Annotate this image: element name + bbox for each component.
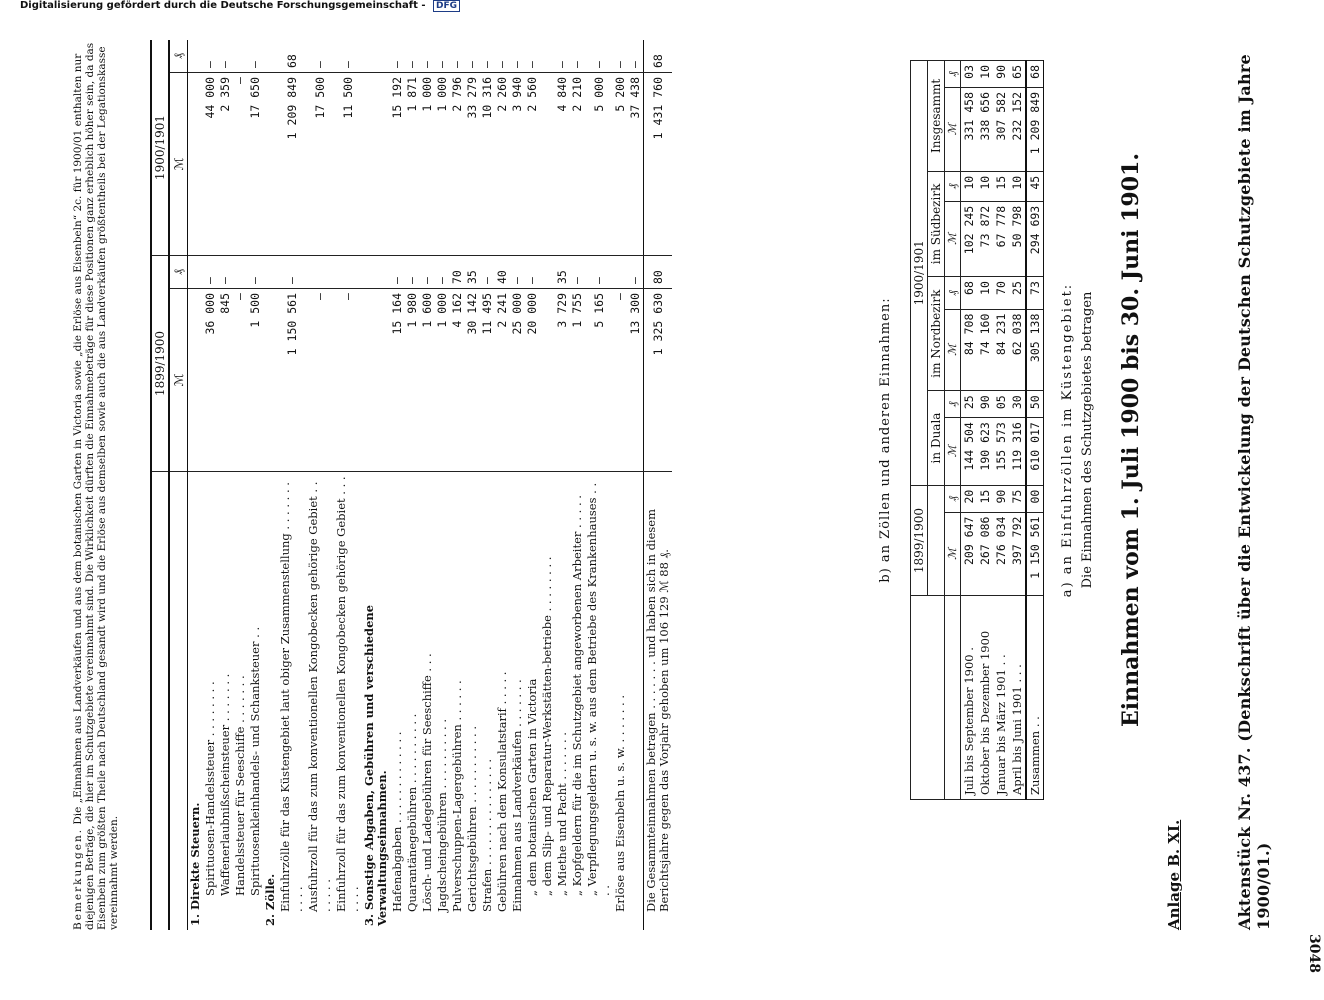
table-cell: 1 209 849 [1026,87,1044,171]
row-label: 1. Direkte Steuern. [188,802,202,926]
table-row [233,40,248,930]
appendix-label: Anlage B. XI. [1165,819,1183,930]
table-cell: 331 458 [961,87,978,171]
table-cell [362,289,390,472]
table-cell: — [480,40,495,73]
table-a-corner [911,596,945,800]
table-cell: 1 600 [420,289,435,472]
table-cell: 20 [961,485,978,512]
table-row [306,40,334,930]
row-label: Spirituosen-Handelssteuer . . . . . . . . [203,681,217,896]
other-revenue-table [150,40,672,930]
unit-mark: ℳ [945,87,961,171]
table-row [450,40,465,930]
row-label: „ Miethe und Pacht . . . . . . . [555,732,569,896]
row-label: April bis Juni 1901 . . . [1009,596,1026,800]
table-cell: 40 [495,256,510,289]
table-cell [306,256,334,289]
table-cell: 1 000 [435,289,450,472]
table-cell: 4 162 [450,289,465,472]
col-sued: im Südbezirk [928,171,945,276]
table-cell: 155 573 [993,418,1009,486]
table-cell: 70 [993,277,1009,309]
table-cell: 73 [1026,277,1044,309]
row-label: „ Kopfgeldern für die im Schutzgebiet angeworbenen Arbeiter . . . . . [570,495,584,896]
row-label: Juli bis September 1900 . [961,596,978,800]
table-cell: 00 [1026,485,1044,512]
unit-pfennig: ₰ [945,171,961,201]
table-cell: — [465,40,480,73]
table-total-row [1026,61,1044,800]
table-cell: — [570,40,585,73]
table-cell [362,40,390,73]
table-cell [263,73,278,256]
table-cell: 119 316 [1009,418,1026,486]
table-cell: — [510,256,525,289]
col-b-1899: 1899/1900 [151,256,169,472]
table-cell: 50 798 [1009,201,1026,276]
table-cell: — [480,256,495,289]
table-cell: 90 [977,391,993,418]
table-cell: 2 241 [495,289,510,472]
table-cell: — [510,40,525,73]
table-cell: — [613,289,628,472]
table-cell: 144 504 [961,418,978,486]
table-cell: 15 164 [390,289,405,472]
table-row [263,40,278,930]
table-row [628,40,644,930]
table-cell [540,289,555,472]
table-row [555,40,570,930]
table-cell: 20 000 [525,289,540,472]
table-cell: — [334,289,362,472]
table-cell: 11 500 [334,73,362,256]
table-cell: 2 560 [525,73,540,256]
table-cell [540,73,555,256]
digitization-note [20,0,1020,12]
table-cell: 68 [1026,61,1044,88]
row-label: Einnahmen aus Landverkäufen . . . . . . . [510,679,524,912]
table-cell [263,289,278,472]
table-cell: 102 245 [961,201,978,276]
table-cell: 209 647 [961,512,978,596]
table-cell: 17 500 [306,73,334,256]
table-cell [334,256,362,289]
row-label: Gerichtsgebühren . . . . . . . . . . . [465,725,479,912]
table-cell: 30 [1009,391,1026,418]
table-b-corner [151,472,169,931]
col-b-1900: 1900/1901 [151,40,169,256]
table-cell: — [334,40,362,73]
table-cell: 44 000 [203,73,218,256]
table-cell: 10 [961,171,978,201]
table-cell: 3 940 [510,73,525,256]
table-cell: 232 152 [1009,87,1026,171]
table-cell: 62 038 [1009,309,1026,391]
table-cell [188,256,204,289]
table-cell: 15 [993,171,1009,201]
table-cell: 33 279 [465,73,480,256]
table-cell: — [203,40,218,73]
table-row [525,40,540,930]
table-cell: — [435,40,450,73]
unit-pfennig: ₰ [169,40,188,73]
table-cell: 35 [555,256,570,289]
total-cell: 1 325 630 [644,289,673,472]
digitization-text: Digitalisierung gefördert durch die Deutsche Forschungsgemeinschaft - [20,0,426,11]
row-label: Januar bis März 1901 . . [993,596,1009,800]
table-row [993,61,1009,800]
table-cell: 1 871 [405,73,420,256]
dfg-logo: DFG [433,0,460,12]
table-cell: — [278,256,306,289]
table-cell: 90 [993,485,1009,512]
table-cell: — [405,256,420,289]
row-label: Zusammen . . [1026,596,1044,800]
table-cell: 30 142 [465,289,480,472]
table-cell: 1 980 [405,289,420,472]
table-cell: — [628,256,644,289]
table-cell: — [585,256,613,289]
table-cell: 75 [1009,485,1026,512]
table-cell: — [420,40,435,73]
page-number: 3048 [1306,934,1322,973]
table-cell: 50 [1026,391,1044,418]
unit-mark: ℳ [945,418,961,486]
table-cell: 610 017 [1026,418,1044,486]
table-cell [540,40,555,73]
unit-mark: ℳ [169,73,188,256]
row-label: Handelssteuer für Seeschiffe . . . . . . . [233,675,247,896]
col-1900: 1900/1901 [911,61,928,486]
table-cell: — [405,40,420,73]
table-cell: 267 086 [977,512,993,596]
table-cell: 37 438 [628,73,644,256]
table-cell: 10 [977,277,993,309]
table-cell: — [435,256,450,289]
table-row [390,40,405,930]
table-row [495,40,510,930]
table-cell: 67 778 [993,201,1009,276]
remarks [72,30,120,930]
table-cell: 11 495 [480,289,495,472]
table-cell: 65 [1009,61,1026,88]
unit-pfennig: ₰ [169,256,188,289]
table-cell: 10 [977,171,993,201]
unit-mark: ℳ [169,289,188,472]
row-label: Jagdscheingebühren . . . . . . . . . . [435,719,449,912]
table-cell: 1 150 561 [1026,512,1044,596]
table-cell: 05 [993,391,1009,418]
table-cell: 25 000 [510,289,525,472]
table-row [613,40,628,930]
table-cell: — [450,40,465,73]
section-a-heading: a) an Einfuhrzöllen im Küstengebiet: [1060,282,1075,598]
row-label: Waffenerlaubnißscheinsteuer . . . . . . . [218,673,232,896]
table-cell [233,40,248,73]
table-cell: 10 [1009,171,1026,201]
table-row [961,61,978,800]
table-cell: 1 209 849 [278,73,306,256]
row-label: Erlöse aus Eisenbeln u. s. w. . . . . . . . [613,694,627,912]
table-row [977,61,993,800]
table-cell: — [218,256,233,289]
document-header: Aktenstück Nr. 437. (Denkschrift über die Entwickelung der Deutschen Schutzgebiete im Jahre 1900/01.) [1235,54,1273,930]
table-cell [263,256,278,289]
row-label: Hafenabgaben . . . . . . . . . . . . . [390,731,404,912]
table-cell [263,40,278,73]
col-duala: in Duala [928,391,945,485]
row-label: Lösch- und Ladegebühren für Seeschiffe . . . [420,653,434,912]
table-cell [613,256,628,289]
row-label: Strafen . . . . . . . . . . . . . . . [480,759,494,912]
table-cell: 68 [278,40,306,73]
table-row [248,40,263,930]
row-label: 3. Sonstige Abgaben, Gebühren und verschiedene Verwaltungseinnahmen. [362,604,389,926]
table-cell: — [613,40,628,73]
unit-pfennig: ₰ [945,277,961,309]
total-cell: 68 [644,40,673,73]
table-row [218,40,233,930]
table-cell: — [233,73,248,256]
total-label: Die Gesammteinnahmen betragen . . . . . . . und haben sich in diesem Berichtsjahre gegen das Vorjahr gehoben um 106 129 ℳ 88 ₰. [644,472,673,931]
table-cell: 10 [977,61,993,88]
table-cell: 03 [961,61,978,88]
table-row [540,40,555,930]
table-row [334,40,362,930]
table-cell: 397 792 [1009,512,1026,596]
remarks-text: Die „Einnahmen aus Landverkäufen und aus dem botanischen Garten in Victoria sowie „die Erlöse aus Eisenbeln“ 2c. für 1900/01 enthalten nur diejenigen Beträge, die hier im Schutzgebiete vereinnahmt sind. Die Wirklichkeit dürften die Einnahmebeträge für diese Positionen ganz erheblich höher sein, da das Eisenbein zum größten Theile nach Deutschland gesandt wird und die Erlöse aus demselben sowie auch die aus Landverkäufen größtentheils bei der Legationskasse vereinnahmt werden. [72,42,120,930]
col-nord: im Nordbezirk [928,277,945,391]
row-label: „ dem Slip- und Reparatur-Werkstätten-betriebe . . . . . . . . [540,556,554,896]
table-cell: — [306,289,334,472]
unit-pfennig: ₰ [945,485,961,512]
table-cell: — [525,40,540,73]
unit-pfennig: ₰ [945,61,961,88]
table-cell: 3 729 [555,289,570,472]
table-cell: 845 [218,289,233,472]
row-label: Einfuhrzölle für das Küstengebiet laut obiger Zusammenstellung . . . . . . . . . . . [278,482,305,912]
table-cell: 90 [993,61,1009,88]
row-label: Ausfuhrzoll für das zum konventionellen Kongobecken gehörige Gebiet . . . . . . . [306,481,333,912]
table-cell: 25 [1009,277,1026,309]
row-label: Pulverschuppen-Lagergebühren . . . . . . [450,680,464,912]
table-row [435,40,450,930]
table-row [362,40,390,930]
table-row [570,40,585,930]
table-row [203,40,218,930]
table-cell: — [420,256,435,289]
table-cell [362,256,390,289]
table-cell: 45 [1026,171,1044,201]
table-cell: 294 693 [1026,201,1044,276]
table-cell: 276 034 [993,512,1009,596]
table-cell: — [306,40,334,73]
row-label: Oktober bis Dezember 1900 [977,596,993,800]
table-cell: — [390,40,405,73]
table-row [480,40,495,930]
table-cell [540,256,555,289]
row-label: Spirituosenkleinhandels- und Schanksteuer . . [248,626,262,896]
unit-mark: ℳ [945,309,961,391]
table-cell: 74 160 [977,309,993,391]
table-cell: — [495,40,510,73]
table-cell [233,256,248,289]
table-row [405,40,420,930]
table-cell: 15 192 [390,73,405,256]
table-cell: 35 [465,256,480,289]
table-cell: 338 656 [977,87,993,171]
table-cell: 190 623 [977,418,993,486]
table-cell: 15 [977,485,993,512]
table-cell: 25 [961,391,978,418]
table-cell: 1 000 [420,73,435,256]
table-cell: 84 231 [993,309,1009,391]
table-cell: — [525,256,540,289]
table-cell: — [203,256,218,289]
table-cell: — [390,256,405,289]
table-cell: 1 000 [435,73,450,256]
table-cell: 36 000 [203,289,218,472]
table-cell: 5 200 [613,73,628,256]
row-label: „ dem botanischen Garten in Victoria [525,678,539,896]
table-cell: 5 165 [585,289,613,472]
table-cell: — [585,40,613,73]
unit-pfennig: ₰ [945,391,961,418]
page-subtitle: Die Einnahmen des Schutzgebietes betragen [1080,291,1095,589]
table-cell: 2 359 [218,73,233,256]
col-1899: 1899/1900 [911,485,928,596]
unit-mark: ℳ [945,512,961,596]
page-title: Einnahmen vom 1. Juli 1900 bis 30. Juni 1901. [1118,153,1144,728]
table-cell: — [628,40,644,73]
row-label: Gebühren nach dem Konsulatstarif . . . . . [495,671,509,912]
table-row [510,40,525,930]
table-cell [188,73,204,256]
table-cell: 13 300 [628,289,644,472]
table-cell: 2 796 [450,73,465,256]
table-cell: — [248,256,263,289]
total-cell: 1 431 760 [644,73,673,256]
table-cell [362,73,390,256]
col-total: Insgesammt [928,61,945,172]
table-cell: 4 840 [555,73,570,256]
table-cell: 2 260 [495,73,510,256]
table-cell: 10 316 [480,73,495,256]
table-cell: 5 000 [585,73,613,256]
table-cell: 1 755 [570,289,585,472]
table-row [1009,61,1026,800]
table-row [188,40,204,930]
table-cell [188,40,204,73]
table-row [420,40,435,930]
table-row [585,40,613,930]
table-cell: 68 [961,277,978,309]
row-label: Einfuhrzoll für das zum konventionellen Kongobecken gehörige Gebiet . . . . . . . [334,476,361,912]
table-cell: — [218,40,233,73]
table-row [278,40,306,930]
import-duties-table [910,60,1044,800]
table-cell [188,289,204,472]
table-cell: — [233,289,248,472]
table-row [465,40,480,930]
table-cell: 307 582 [993,87,1009,171]
table-cell: 305 138 [1026,309,1044,391]
remarks-lead: Bemerkungen. [72,827,84,930]
row-label: 2. Zölle. [263,873,277,926]
section-b-heading: b) an Zöllen und anderen Einnahmen: [878,297,893,583]
table-cell: — [570,256,585,289]
row-label [628,472,644,931]
table-cell: 84 708 [961,309,978,391]
table-cell: 17 650 [248,73,263,256]
table-total-row [644,40,673,930]
row-label: „ Verpflegungsgeldern u. s. w. aus dem Betriebe des Krankenhauses . . . . [585,482,612,896]
row-label: Quarantänegebühren . . . . . . . . . . [405,713,419,912]
table-cell: — [555,40,570,73]
table-cell: 1 150 561 [278,289,306,472]
table-cell: 70 [450,256,465,289]
table-cell: — [248,40,263,73]
table-cell: 2 210 [570,73,585,256]
table-cell: 73 872 [977,201,993,276]
table-cell: 1 500 [248,289,263,472]
unit-mark: ℳ [945,201,961,276]
total-cell: 80 [644,256,673,289]
